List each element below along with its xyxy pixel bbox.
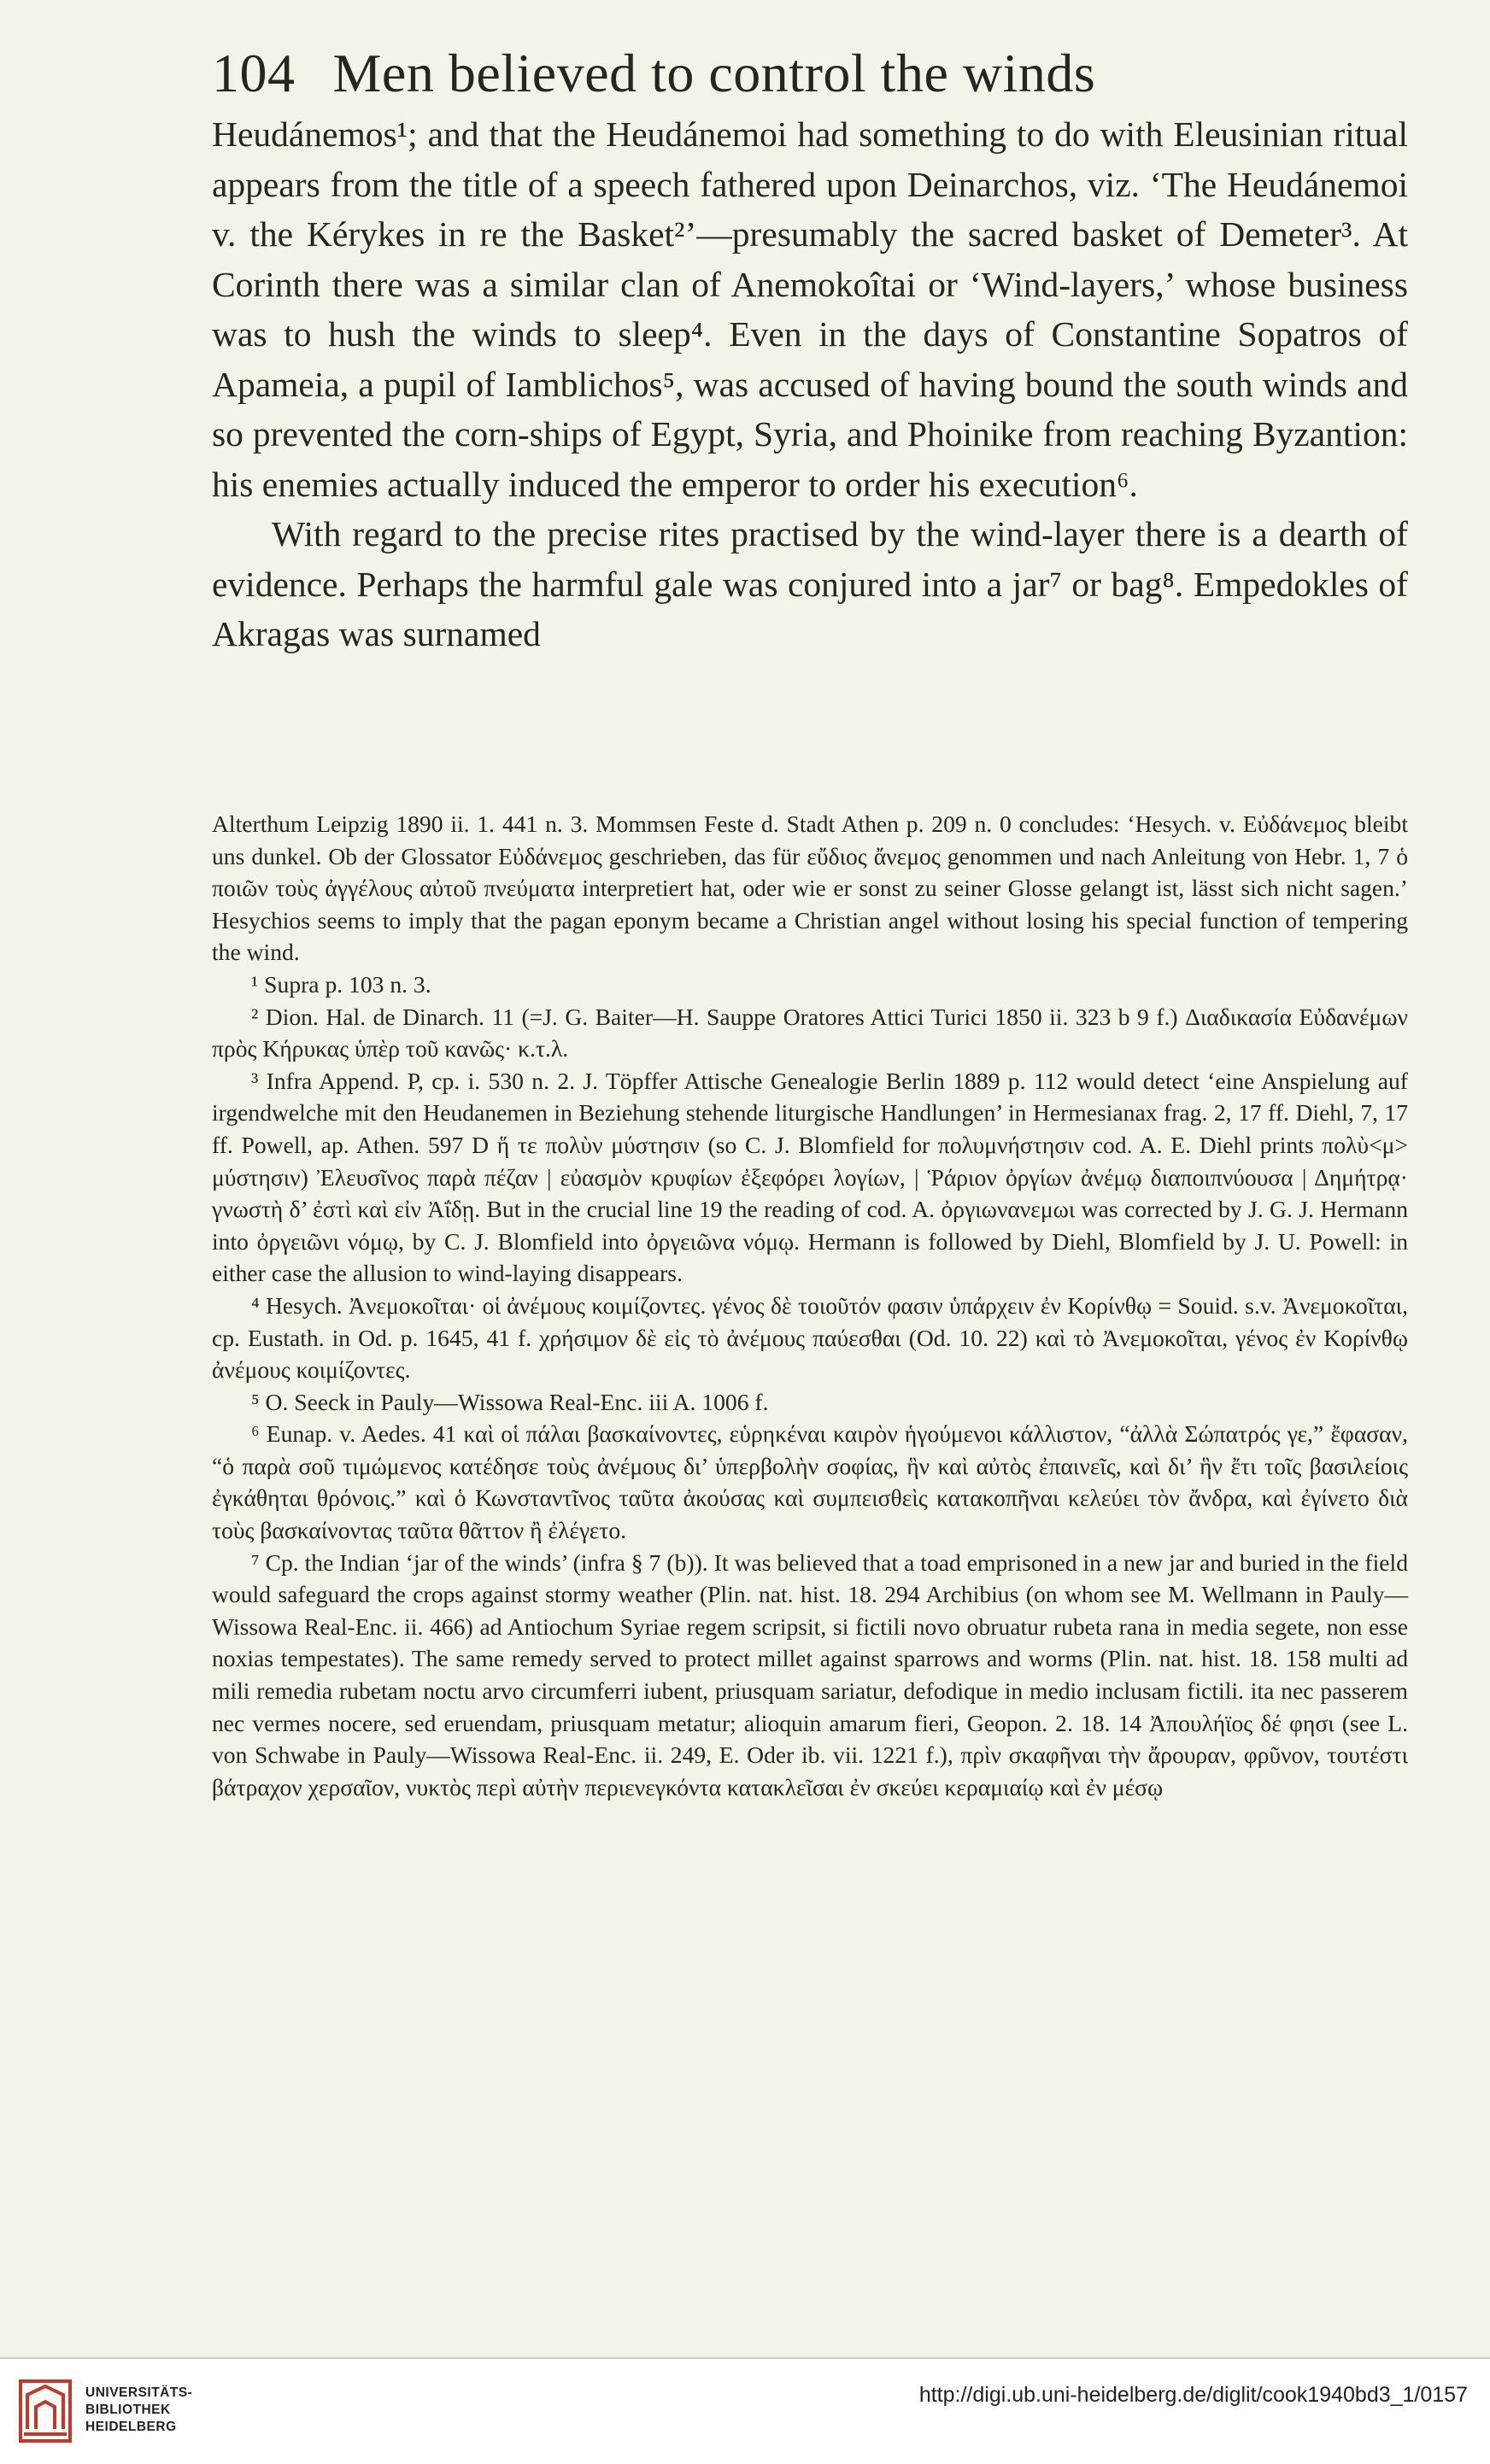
running-title: Men believed to control the winds [332,43,1096,103]
page-number: 104 [212,43,296,103]
footnote-3: ³ Infra Append. P, cp. i. 530 n. 2. J. Töpffer Attische Genealogie Berlin 1889 p. 112 would detect ‘eine Anspielung auf irgendwelche mit den Heudanemen in Beziehung stehende liturgische Handlungen’ in Hermesianax frag. 2, 17 ff. Diehl, 7, 17 ff. Powell, ap. Athen. 597 D ἥ τε πολὺν μύστησιν (so C. J. Blomfield for πολυμνήστησιν cod. A. E. Diehl prints πολὺ<μ> μύστησιν) Ἐλευσῖνος παρὰ πέζαν | εὐασμὸν κρυφίων ἐξεφόρει λογίων, | Ῥάριον ὀργίων ἀνέμῳ διαποιπνύουσα | Δημήτρᾳ· γνωστὴ δ’ ἐστὶ καὶ εἰν Ἀΐδῃ. But in the crucial line 19 the reading of cod. A. ὀργιωνανεμωι was corrected by J. G. J. Hermann into ὀργειῶνι νόμῳ, by C. J. Blomfield into ὀργειῶνα νόμῳ. Hermann is followed by Diehl, Blomfield by J. U. Powell: in either case the allusion to wind-laying disappears. [212,1067,1408,1287]
footnote-5: ⁵ O. Seeck in Pauly—Wissowa Real-Enc. iii A. 1006 f. [251,1388,769,1415]
footnotes [212,808,1408,1803]
main-paragraph-2: With regard to the precise rites practised by the wind-layer there is a dearth of evidence. Perhaps the harmful gale was conjured into a jar⁷ or bag⁸. Empedokles of Akragas was surnamed [212,514,1408,653]
library-name: UNIVERSITÄTS- BIBLIOTHEK HEIDELBERG [85,2385,193,2434]
main-paragraph-1: Heudánemos¹; and that the Heudánemoi had something to do with Eleusinian ritual appears from the title of a speech fathered upon Deinarchos, viz. ‘The Heudánemoi v. the Kérykes in re the Basket²’—presumably the sacred basket of Demeter³. At Corinth there was a similar clan of Anemokoîtai or ‘Wind-layers,’ whose business was to hush the winds to sleep⁴. Even in the days of Constantine Sopatros of Apameia, a pupil of Iamblichos⁵, was accused of having bound the south winds and so prevented the corn-ships of Egypt, Syria, and Phoinike from reaching Byzantion: his enemies actually induced the emperor to order his execution⁶. [212,114,1408,504]
main-text [212,109,1408,659]
viewer-footer [0,2357,1490,2464]
page-header [212,39,1408,108]
footnote-2: ² Dion. Hal. de Dinarch. 11 (=J. G. Baiter—H. Sauppe Oratores Attici Turici 1850 ii. 323 b 9 f.) Διαδικασία Εὐδανέμων πρὸς Κήρυκας ὑπὲρ τοῦ κανῶς· κ.τ.λ. [212,1003,1408,1062]
footnote-6: ⁶ Eunap. v. Aedes. 41 καὶ οἱ πάλαι βασκαίνοντες, εὑρηκέναι καιρὸν ἡγούμενοι κάλλιστον, “ἀλλὰ Σώπατρός γε,” ἔφασαν, “ὁ παρὰ σοῦ τιμώμενος κατέδησε τοὺς ἀνέμους δι’ ὑπερβολὴν σοφίας, ἣν καὶ αὐτὸς ἐπαινεῖς, καὶ δι’ ἣν ἔτι τοῖς βασιλείοις ἐγκάθηται θρόνοις.” καὶ ὁ Κωνσταντῖνος ταῦτα ἀκούσας καὶ συμπεισθεὶς κατακοπῆναι κελεύει τὸν ἄνδρα, καὶ ἐγίνετο διὰ τοὺς βασκαίνοντας ταῦτα θᾶττον ἢ ἐλέγετο. [212,1420,1408,1544]
footnote-1: ¹ Supra p. 103 n. 3. [251,970,431,998]
university-library-logo-icon [15,2378,75,2444]
footnote-7: ⁷ Cp. the Indian ‘jar of the winds’ (infra § 7 (b)). It was believed that a toad emprisoned in a new jar and buried in the field would safeguard the crops against stormy weather (Plin. nat. hist. 18. 294 Archibius (on whom see M. Wellmann in Pauly—Wissowa Real-Enc. ii. 466) ad Antiochum Syriae regem scripsit, si fictili novo obruatur rubeta rana in media segete, non esse noxias tempestates). The same remedy served to protect millet against sparrows and worms (Plin. nat. hist. 18. 158 multi ad mili remedia rubetam noctu arvo circumferri iubent, priusquam sariatur, defodique in medio inclusam fictili. ita nec passerem nec vermes nocere, sed eruendam, priusquam metatur; alioquin amarum fieri, Geopon. 2. 18. 14 Ἀπουλήϊος δέ φησι (see L. von Schwabe in Pauly—Wissowa Real-Enc. ii. 249, E. Oder ib. vii. 1221 f.), πρὶν σκαφῆναι τὴν ἄρουραν, φρῦνον, τουτέστι βάτραχον χερσαῖον, νυκτὸς περὶ αὐτὴν περιενεγκόντα κατακλεῖσαι ἐν σκεύει κεραμιαίῳ καὶ ἐν μέσῳ [212,1548,1408,1800]
source-url[interactable]: http://digi.ub.uni-heidelberg.de/diglit/cook1940bd3_1/0157 [918,2383,1468,2407]
footnote-4: ⁴ Hesych. Ἀνεμοκοῖται· οἱ ἀνέμους κοιμίζοντες. γένος δὲ τοιοῦτόν φασιν ὑπάρχειν ἐν Κορίνθῳ = Souid. s.v. Ἀνεμοκοῖται, cp. Eustath. in Od. p. 1645, 41 f. χρήσιμον δὲ εἰς τὸ ἀνέμους παύεσθαι (Od. 10. 22) καὶ τὸ Ἀνεμοκοῖται, γένος ἐν Κορίνθῳ ἀνέμους κοιμίζοντες. [212,1291,1408,1384]
footnote-continuation: Alterthum Leipzig 1890 ii. 1. 441 n. 3. Mommsen Feste d. Stadt Athen p. 209 n. 0 concludes: ‘Hesych. v. Εὐδάνεμος bleibt uns dunkel. Ob der Glossator Εὐδάνεμος geschrieben, das für εὔδιος ἄνεμος genommen und nach Anleitung von Hebr. 1, 7 ὁ ποιῶν τοὺς ἀγγέλους αὐτοῦ πνεύματα interpretiert hat, oder wie er sonst zu seiner Glosse gelangt ist, lässt sich nicht sagen.’ Hesychios seems to imply that the pagan eponym became a Christian angel without losing his special function of tempering the wind. [212,811,1408,966]
